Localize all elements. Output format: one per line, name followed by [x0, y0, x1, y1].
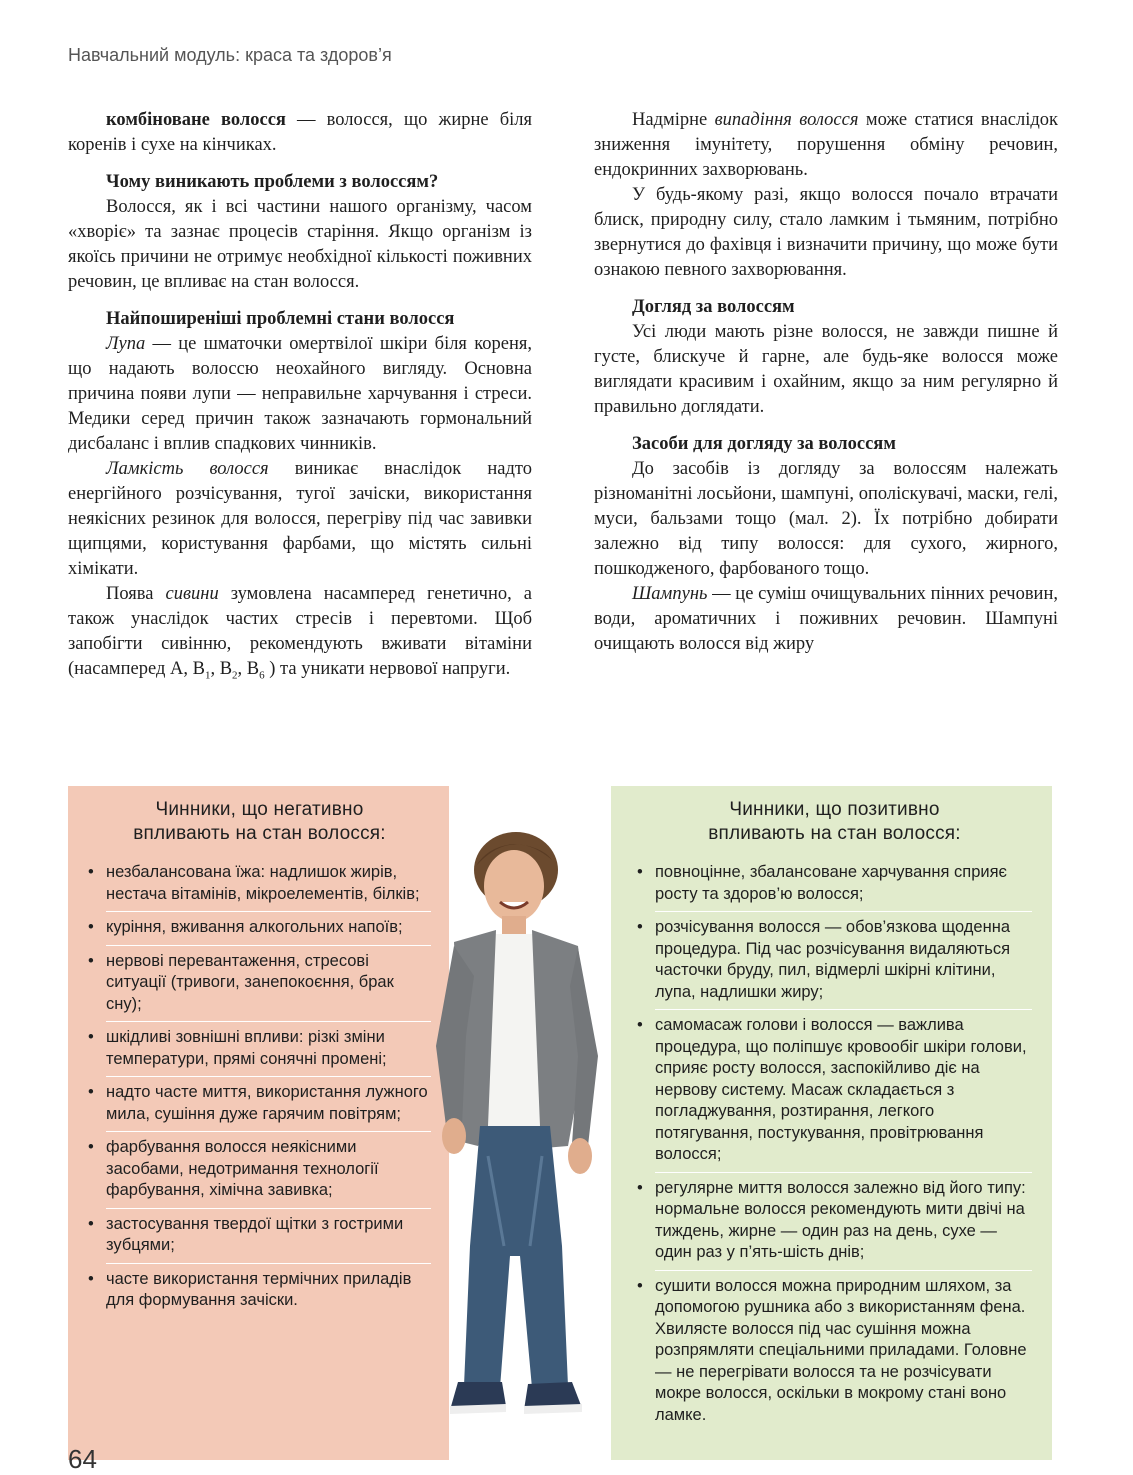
paragraph-grey-hair [68, 582, 532, 689]
title-line: впливають на стан волосся: [133, 823, 386, 844]
positive-box-title [637, 798, 1032, 846]
paragraph-text: може статися внаслідок зниження імунітету, порушення обміну речовин, ендокринних захворювань. [594, 110, 1058, 180]
page-number: 64 [68, 1444, 97, 1474]
term-combined-hair: комбіноване волосся [106, 110, 286, 130]
heading-care-products: Засоби для догляду за волоссям [632, 434, 896, 454]
paragraph-hair-care: Усі люди мають різне волосся, не завжди пишне й густе, блискуче й гарне, але будь-яке волосся може виглядати красивим і охайним, якщо за ним регулярно й правильно доглядати. [594, 322, 1058, 417]
list-item: • розчісування волосся — обов’язкова щоденна процедура. Під час розчісування видаляються часточки бруду, пил, відмерлі шкірні клітини, лупа, надлишки жиру; [637, 917, 1032, 1003]
list-item: • часте використання термічних приладів для формування зачіски. [88, 1269, 431, 1312]
paragraph-shampoo [594, 582, 1058, 657]
paragraph-text: зумовлена насамперед генетично, а також унаслідок частих стресів і перевтоми. Щоб запобігти сивінню, рекомендують вживати вітаміни (насамперед А, В [68, 584, 532, 679]
subscript: 1 [204, 669, 211, 682]
term-brittleness: Ламкість волосся [106, 459, 269, 479]
list-item: • застосування твердої щітки з гострими зубцями; [88, 1214, 431, 1257]
subscript: 2 [232, 669, 238, 682]
list-item: • шкідливі зовнішні впливи: різкі зміни температури, прямі сонячні промені; [88, 1027, 431, 1070]
term-hair-loss: випадіння волосся [714, 110, 859, 130]
paragraph-text: Поява [106, 584, 166, 604]
paragraph-text: виникає внаслідок надто енергійного розчісування, тугої зачіски, використання неякісних резинок для волосся, перегріву під час завивки щипцями, користування фарбами, що містять сильні хімікати. [68, 459, 532, 579]
paragraph-care-products: До засобів із догляду за волоссям належать різноманітні лосьйони, шампуні, ополіскувачі, маски, гелі, муси, бальзами тощо (мал. 2). Їх потрібно добирати залежно від типу волосся: для сухого, жирного, пошкодженого, фарбованого тощо. [594, 459, 1058, 579]
subscript: 6 [259, 669, 265, 682]
list-item: • нервові перевантаження, стресові ситуації (тривоги, занепокоєння, брак сну); [88, 951, 431, 1016]
list-item: • надто часте миття, використання лужного мила, сушіння дуже гарячим повітрям; [88, 1082, 431, 1125]
paragraph-text: , В [237, 659, 260, 679]
positive-factors-list [637, 862, 1032, 1426]
list-item: • куріння, вживання алкогольних напоїв; [88, 917, 431, 939]
paragraph-text: ) та уникати нервової напруги. [264, 659, 511, 679]
young-man-photo [392, 826, 630, 1422]
paragraph-text: — це шматочки омертвілої шкіри біля кореня, що надають волоссю неохайного вигляду. Основна причина появи лупи — неправильне харчування і стреси. Медики серед причин також зазначають гормональний дисбаланс і вплив спадкових чинників. [68, 334, 532, 454]
list-item: • регулярне миття волосся залежно від його типу: нормальне волосся рекомендують мити двічі на тиждень, жирне — один раз на день, сухе — один раз у п’ять-шість днів; [637, 1178, 1032, 1264]
list-item: • незбалансована їжа: надлишок жирів, нестача вітамінів, мікроелементів, білків; [88, 862, 431, 905]
heading-hair-care: Догляд за волоссям [632, 297, 795, 317]
title-line: впливають на стан волосся: [708, 823, 961, 844]
list-item: • сушити волосся можна природним шляхом, за допомогою рушника або з використанням фена. Хвилясте волосся під час сушіння можна розпрямляти спеціальними приладами. Головне — не перегрівати волосся та не розчісувати мокре волосся, оскільки в мокрому стані воно ламке. [637, 1276, 1032, 1427]
paragraph-see-specialist: У будь-якому разі, якщо волосся почало втрачати блиск, природну силу, стало ламким і тьмяним, потрібно звернутися до фахівця і визначити причину, що може бути ознакою певного захворювання. [594, 185, 1058, 280]
heading-common-problems: Найпоширеніші проблемні стани волосся [106, 309, 455, 329]
paragraph-hair-ageing: Волосся, як і всі частини нашого організму, часом «хворіє» та зазнає процесів старіння. Якщо організм із якоїсь причини не отримує необхідної кількості поживних речовин, це впливає на стан волосся. [68, 197, 532, 292]
running-header: Навчальний модуль: краса та здоров’я [68, 45, 392, 65]
term-dandruff: Лупа [106, 334, 146, 354]
paragraph-hair-loss [594, 108, 1058, 183]
term-shampoo: Шампунь [632, 584, 708, 604]
paragraph-text: Надмірне [632, 110, 715, 130]
paragraph-dandruff [68, 332, 532, 457]
paragraph-combined-hair [68, 108, 532, 158]
title-line: Чинники, що негативно [155, 799, 364, 820]
right-text-column [594, 108, 1058, 657]
list-item: • повноцінне, збалансоване харчування сприяє росту та здоров’ю волосся; [637, 862, 1032, 905]
left-text-column [68, 108, 532, 689]
paragraph-text: — це суміш очищувальних пінних речовин, води, ароматичних і поживних речовин. Шампуні очищають волосся від жиру [594, 584, 1058, 654]
list-item: • самомасаж голови і волосся — важлива процедура, що поліпшує кровообіг шкіри голови, сприяє росту волосся, заспокійливо діє на нервову систему. Масаж складається з погладжування, розтирання, легкого потягування, постукування, провітрювання волосся; [637, 1015, 1032, 1166]
term-grey-hair: сивини [165, 584, 219, 604]
paragraph-text: — волосся, що жирне біля коренів і сухе на кінчиках. [68, 110, 532, 155]
title-line: Чинники, що позитивно [729, 799, 940, 820]
negative-factors-list [88, 862, 431, 1312]
negative-box-title [88, 798, 431, 846]
heading-why-problems: Чому виникають проблеми з волоссям? [106, 172, 439, 192]
paragraph-brittleness [68, 457, 532, 582]
positive-factors-box [611, 786, 1052, 1460]
paragraph-text: , В [210, 659, 233, 679]
list-item: • фарбування волосся неякісними засобами, недотримання технології фарбування, хімічна завивка; [88, 1137, 431, 1202]
